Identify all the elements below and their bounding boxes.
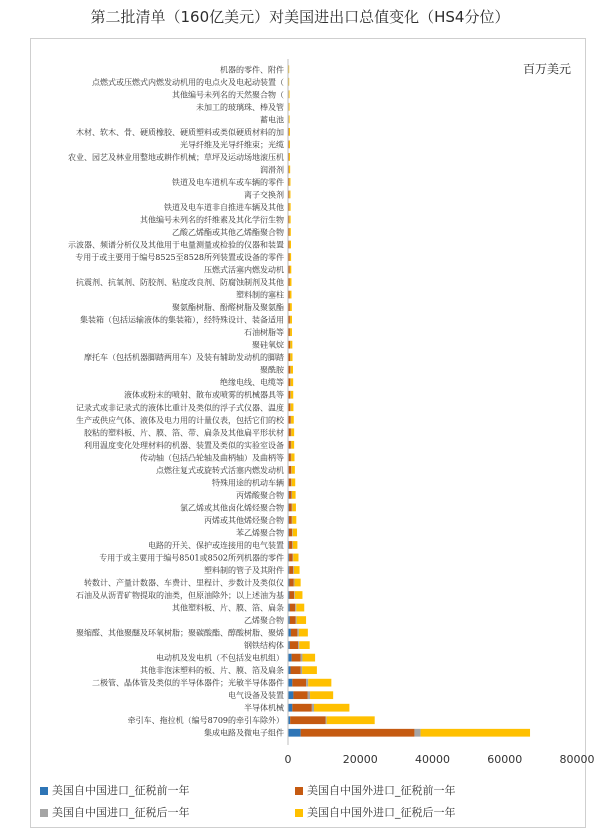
bar-segment-4 xyxy=(293,541,298,549)
bar-segment-4 xyxy=(290,328,292,336)
category-label: 电动机及发电机（不包括发电机组） xyxy=(156,653,284,663)
bar-segment-2 xyxy=(292,679,306,687)
category-label: 集装箱（包括运输液体的集装箱），经特殊设计、装备适用 xyxy=(80,315,284,325)
bar-segment-3 xyxy=(414,729,420,737)
bar-segment-3 xyxy=(326,716,327,724)
category-label: 聚缩醛、其他聚醚及环氧树脂；聚碳酸酯、醇酸树脂、聚烯 xyxy=(76,628,284,638)
category-label: 液体或粉末的喷射、散布或喷雾的机械器具等 xyxy=(124,390,284,400)
category-label: 氯乙烯或其他卤化烯烃聚合物 xyxy=(180,503,284,513)
bar-segment-4 xyxy=(294,566,300,574)
category-label: 塑料制的塞柱 xyxy=(236,290,284,300)
legend-label: 美国自中国进口_征税前一年 xyxy=(52,784,190,797)
bar-segment-3 xyxy=(308,691,311,699)
unit-label: 百万美元 xyxy=(522,62,571,76)
bar-segment-4 xyxy=(290,341,292,349)
bar-segment-3 xyxy=(292,516,293,524)
bar-segment-4 xyxy=(291,428,294,436)
category-label: 电路的开关、保护或连接用的电气装置 xyxy=(148,540,284,550)
x-tick-label: 0 xyxy=(284,753,292,766)
legend-item xyxy=(295,804,456,820)
legend-swatch xyxy=(295,787,303,795)
x-tick-label: 80000 xyxy=(559,753,595,766)
bar-segment-4 xyxy=(293,554,298,562)
bar-segment-4 xyxy=(289,115,290,123)
category-label: 绝缘电线、电缆等 xyxy=(220,378,284,388)
category-label: 摩托车（包括机器脚踏两用车）及装有辅助发动机的脚踏 xyxy=(84,353,284,363)
category-label: 钢铁结构体 xyxy=(244,641,284,651)
bar-segment-4 xyxy=(292,466,295,474)
bar-segment-4 xyxy=(297,616,306,624)
x-tick-label: 20000 xyxy=(342,753,378,766)
category-label: 铁道及电车道非自推进车辆及其他 xyxy=(164,202,284,212)
bar-segment-3 xyxy=(312,704,314,712)
bar-segment-2 xyxy=(290,604,295,612)
category-label: 胶粘的塑料板、片、膜、箔、带、扁条及其他扁平形状材 xyxy=(84,428,284,438)
bar-segment-2 xyxy=(289,378,291,386)
bar-segment-2 xyxy=(301,729,415,737)
bar-segment-4 xyxy=(291,366,293,374)
category-label: 专用于或主要用于编号8525至8528所列装置或设备的零件 xyxy=(75,253,284,263)
bar-segment-3 xyxy=(296,616,297,624)
bar-segment-2 xyxy=(289,591,294,599)
category-label: 石油树脂等 xyxy=(244,328,284,338)
category-label: 抗震剂、抗氧剂、防胶剂、粘度改良剂、防腐蚀制剂及其他 xyxy=(76,278,284,288)
bar-segment-4 xyxy=(290,291,292,299)
category-label: 二极管、晶体管及类似的半导体器件；光敏半导体器件 xyxy=(92,678,284,688)
bar-segment-3 xyxy=(294,591,295,599)
category-label: 离子交换剂 xyxy=(244,190,284,200)
category-label: 牵引车、拖拉机（编号8709的牵引车除外） xyxy=(127,716,284,726)
legend-item xyxy=(40,782,190,798)
bar-segment-4 xyxy=(289,203,290,211)
category-label: 苯乙烯聚合物 xyxy=(236,528,284,538)
category-label: 塑料制的管子及其附件 xyxy=(204,566,284,575)
bar-segment-4 xyxy=(290,266,291,274)
bar-segment-2 xyxy=(290,616,296,624)
bar-segment-4 xyxy=(289,140,290,148)
bar-segment-4 xyxy=(310,691,333,699)
bar-segment-2 xyxy=(291,629,298,637)
category-label: 未加工的玻璃珠、棒及管 xyxy=(196,102,284,112)
bar-segment-4 xyxy=(314,704,349,712)
bar-segment-3 xyxy=(295,604,296,612)
category-label: 特殊用途的机动车辆 xyxy=(212,478,284,488)
bar-segment-4 xyxy=(296,604,304,612)
bar-segment-4 xyxy=(289,178,290,186)
bar-segment-2 xyxy=(288,316,289,324)
bar-segment-3 xyxy=(301,654,303,662)
bar-segment-2 xyxy=(288,353,290,361)
category-label: 利用温度变化处理材料的机器、装置及类似的实验室设备 xyxy=(84,440,284,450)
category-label: 乙烯聚合物 xyxy=(244,616,284,626)
bar-segment-3 xyxy=(291,491,292,499)
category-label: 农业、园艺及林业用整地或耕作机械；草坪及运动场地滚压机 xyxy=(68,152,284,162)
category-label: 光导纤维及光导纤维束；光缆 xyxy=(180,140,284,150)
bar-segment-4 xyxy=(289,128,290,136)
bar-segment-4 xyxy=(299,629,308,637)
x-tick-label: 60000 xyxy=(487,753,523,766)
bar-segment-2 xyxy=(291,666,301,674)
bar-segment-2 xyxy=(289,453,291,461)
category-label: 其他编号未列名的纤维素及其化学衍生物 xyxy=(140,215,284,225)
bar-segment-4 xyxy=(292,516,296,524)
bar-segment-4 xyxy=(291,391,294,399)
bar-segment-2 xyxy=(288,341,290,349)
bar-segment-4 xyxy=(293,529,297,537)
x-axis-tick-labels xyxy=(285,753,595,766)
bar-segment-3 xyxy=(293,566,294,574)
bar-segment-2 xyxy=(292,704,312,712)
bar-segment-4 xyxy=(421,729,530,737)
bar-segment-3 xyxy=(298,641,299,649)
bar-segment-4 xyxy=(290,303,292,311)
bar-segment-2 xyxy=(289,441,291,449)
category-label: 聚氨酯树脂、酚醛树脂及聚氨酯 xyxy=(172,303,284,313)
category-label: 润滑剂 xyxy=(260,165,284,175)
bar-segment-4 xyxy=(302,654,315,662)
category-label: 点燃往复式或旋转式活塞内燃发动机 xyxy=(156,465,284,475)
bar-segment-4 xyxy=(289,78,290,86)
bar-segment-4 xyxy=(327,716,375,724)
category-label: 石油及从沥青矿物提取的油类，但原油除外；以上述油为基 xyxy=(76,591,284,601)
bar-segment-1 xyxy=(288,679,292,687)
category-label: 机器的零件、附件 xyxy=(220,65,284,75)
bar-segment-2 xyxy=(289,516,292,524)
bar-segment-4 xyxy=(289,103,290,111)
bar-segment-4 xyxy=(290,228,291,236)
bar-segment-4 xyxy=(291,416,294,424)
bar-segment-1 xyxy=(288,729,301,737)
bar-segment-4 xyxy=(290,241,291,249)
bar-segment-2 xyxy=(289,466,292,474)
bar-segment-4 xyxy=(289,90,290,98)
category-label: 记录式或非记录式的液体比重计及类似的浮子式仪器、温度 xyxy=(76,403,284,413)
bar-segment-3 xyxy=(306,679,308,687)
bar-segment-2 xyxy=(293,691,307,699)
bar-segment-2 xyxy=(289,504,292,512)
legend-item xyxy=(295,782,456,798)
legend-item xyxy=(40,804,190,820)
bar-segment-3 xyxy=(292,541,293,549)
category-label: 集成电路及微电子组件 xyxy=(204,728,284,738)
bar-segment-2 xyxy=(289,541,292,549)
bar-segment-2 xyxy=(289,554,293,562)
legend-label: 美国自中国外进口_征税前一年 xyxy=(307,784,456,797)
category-label: 点燃式或压燃式内燃发动机用的电点火及电起动装置（ xyxy=(92,77,284,87)
bar-segment-2 xyxy=(288,291,289,299)
category-label: 压燃式活塞内燃发动机 xyxy=(204,265,284,275)
chart-title: 第二批清单（160亿美元）对美国进出口总值变化（HS4分位） xyxy=(90,8,510,26)
bar-segment-3 xyxy=(294,579,295,587)
category-label: 生产或供应气体、液体及电力用的计量仪表，包括它们的校 xyxy=(76,415,284,425)
bar-segment-4 xyxy=(292,504,296,512)
bar-segment-4 xyxy=(308,679,331,687)
category-label: 丙烯酸聚合物 xyxy=(236,490,284,500)
bar-segment-4 xyxy=(289,216,290,224)
bar-segment-3 xyxy=(293,554,294,562)
bar-segment-2 xyxy=(289,403,291,411)
category-label: 丙烯或其他烯烃聚合物 xyxy=(204,515,284,525)
bar-segment-2 xyxy=(288,266,289,274)
bar-segment-4 xyxy=(289,191,290,199)
category-label: 蓄电池 xyxy=(260,115,284,125)
legend-swatch xyxy=(40,787,48,795)
bar-segment-3 xyxy=(297,629,298,637)
legend-label: 美国自中国外进口_征税后一年 xyxy=(307,806,456,819)
bar-segment-3 xyxy=(292,529,293,537)
category-label: 木材、软木、骨、硬质橡胶、硬质塑料或类似硬质材料的加 xyxy=(76,127,284,137)
category-label: 传动轴（包括凸轮轴及曲柄轴）及曲柄等 xyxy=(140,453,284,463)
bar-segment-2 xyxy=(289,491,292,499)
bar-segment-4 xyxy=(290,278,292,286)
category-label: 半导体机械 xyxy=(244,703,284,713)
bar-segment-1 xyxy=(288,704,292,712)
bar-segment-4 xyxy=(292,491,296,499)
category-labels xyxy=(68,64,285,737)
bar-segment-4 xyxy=(290,353,292,361)
category-label: 铁道及电车道机车或车辆的零件 xyxy=(172,177,284,187)
bar-segment-2 xyxy=(292,654,301,662)
bar-segment-4 xyxy=(291,453,294,461)
bar-segment-4 xyxy=(295,591,303,599)
category-label: 转数计、产量计数器、车费计、里程计、步数计及类似仪 xyxy=(84,578,284,588)
bar-segment-2 xyxy=(289,416,291,424)
category-label: 电气设备及装置 xyxy=(228,691,284,701)
bar-segment-1 xyxy=(288,654,292,662)
bar-segment-3 xyxy=(301,666,302,674)
bar-segment-4 xyxy=(289,166,290,174)
legend-swatch xyxy=(295,809,303,817)
bar-segment-2 xyxy=(289,478,292,486)
bar-segment-4 xyxy=(295,579,301,587)
bar-segment-2 xyxy=(288,253,289,261)
bar-segment-2 xyxy=(289,529,292,537)
bar-segment-2 xyxy=(290,641,298,649)
legend-label: 美国自中国进口_征税后一年 xyxy=(52,806,190,819)
bar-segment-4 xyxy=(290,253,291,261)
bar-segment-4 xyxy=(290,316,292,324)
bar-segment-4 xyxy=(292,478,296,486)
bar-segment-3 xyxy=(292,504,293,512)
category-label: 乙酸乙烯酯或其他乙烯酯聚合物 xyxy=(172,228,284,237)
bar-segment-2 xyxy=(288,328,289,336)
bars-group xyxy=(288,65,530,736)
bar-segment-4 xyxy=(289,65,290,73)
category-label: 聚酰胺 xyxy=(260,365,284,375)
bar-segment-4 xyxy=(291,378,294,386)
category-label: 聚硅氧烷 xyxy=(252,340,284,350)
bar-segment-4 xyxy=(291,441,294,449)
bar-segment-2 xyxy=(290,716,325,724)
bar-segment-2 xyxy=(289,579,293,587)
chart-frame xyxy=(30,38,595,828)
bar-segment-2 xyxy=(289,428,291,436)
bar-segment-4 xyxy=(302,666,317,674)
bar-segment-2 xyxy=(288,303,289,311)
category-label: 其他塑料板、片、膜、箔、扁条 xyxy=(172,603,284,613)
category-label: 示波器、频谱分析仪及其他用于电量测量或检验的仪器和装置 xyxy=(68,240,284,250)
bar-segment-4 xyxy=(291,403,294,411)
x-tick-label: 40000 xyxy=(415,753,450,766)
bar-segment-2 xyxy=(289,391,291,399)
bar-segment-1 xyxy=(288,691,293,699)
bar-chart-plot xyxy=(31,39,595,784)
bar-segment-4 xyxy=(289,153,290,161)
legend-swatch xyxy=(40,809,48,817)
category-label: 其他编号未列名的天然聚合物（ xyxy=(172,90,284,100)
bar-segment-4 xyxy=(299,641,309,649)
category-label: 专用于或主要用于编号8501或8502所列机器的零件 xyxy=(99,553,284,563)
bar-segment-2 xyxy=(288,278,289,286)
bar-segment-2 xyxy=(289,366,291,374)
category-label: 其他非泡沫塑料的板、片、膜、箔及扁条 xyxy=(140,666,284,676)
bar-segment-2 xyxy=(289,566,293,574)
